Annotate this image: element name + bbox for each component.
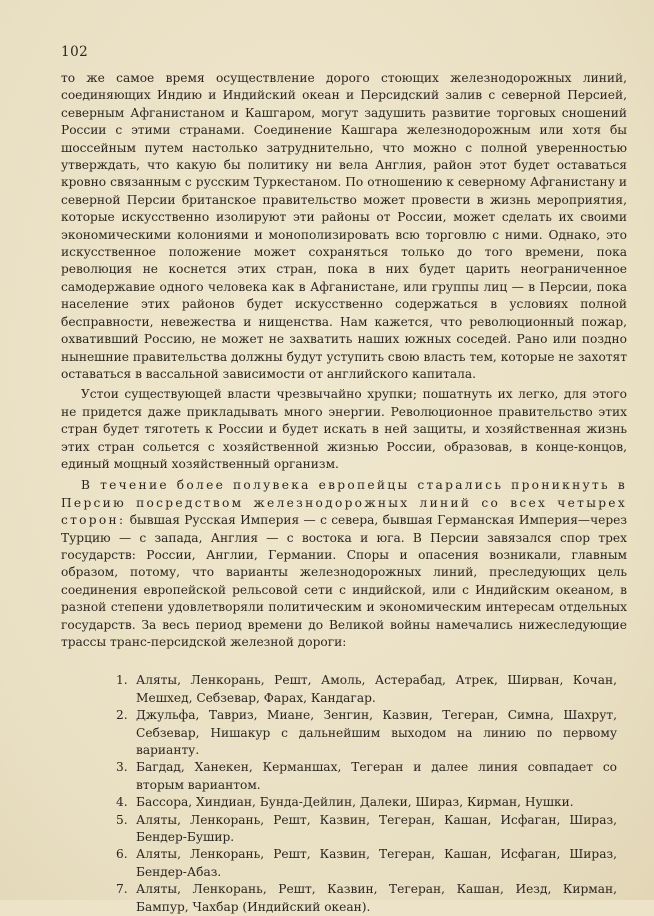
list-item	[116, 881, 617, 916]
list-item	[116, 759, 617, 794]
list-item-number: 2.	[116, 708, 128, 723]
list-item	[116, 812, 617, 847]
list-item-text: Аляты, Ленкорань, Решт, Казвин, Тегеран, Кашан, Исфаган, Шираз, Бендер-Бушир.	[136, 812, 617, 845]
paragraph-1: то же самое время осуществление дорого стоющих железнодорожных линий, соединяющих Индию и Индийский океан и Персидский залив с северной Персией, северным Афганистаном и Кашгаром, могут задушить развитие торговых сношений России с этими странами. Соединение Кашгара железнодорожным или хотя бы шоссейным путем настолько затруднительно, что можно с полной уверенностью утверждать, что какую бы политику ни вела Англия, район этот будет оставаться кровно связанным с русским Туркестаном. По отношению к северному Афганистану и северной Персии британское правительство может провести в жизнь мероприятия, которые искусственно изолируют эти районы от России, может сделать их своими экономическими колониями и монополизировать всю торговлю с ними. Однако, это искусственное положение может сохраняться только до того времени, пока революция не коснется этих стран, пока в них будет царить неограниченное самодержавие одного человека как в Афганистане, или группы лиц — в Персии, пока население этих районов будет искусственно содержаться в условиях полной бесправности, невежества и нищенства. Нам кажется, что революционный пожар, охвативший Россию, не может не захватить наших южных соседей. Рано или поздно нынешние правительства должны будут уступить свою власть тем, которые не захотят оставаться в вассальной зависимости от английского капитала.	[61, 71, 627, 381]
railway-routes-list	[61, 672, 627, 916]
list-item-number: 6.	[116, 847, 128, 862]
list-item	[116, 672, 617, 707]
list-item-text: Аляты, Ленкорань, Решт, Казвин, Тегеран, Кашан, Исфаган, Шираз, Бендер-Абаз.	[136, 847, 617, 879]
list-item-number: 7.	[116, 882, 128, 897]
paragraph-3-text: бывшая Русская Империя — с севера, бывшая Германская Империя—через Турцию — с запада, Англия — с востока и юга. В Персии завязался спор трех государств: России, Англии, Германии. Споры и опасения возникали, главным образом, потому, что варианты железнодорожных линий, преследующих цель соединения европейской рельсовой сети с индийской, или с Индийским океаном, в разной степени удовлетворяли политическим и экономическим интересам отдельных государств. За весь период времени до Великой войны намечались нижеследующие трассы транс-персидской железной дороги:	[61, 513, 627, 649]
list-item	[116, 707, 617, 759]
list-item-number: 4.	[116, 795, 128, 810]
list-item	[116, 794, 617, 811]
paragraph-3	[61, 477, 627, 651]
list-item	[116, 846, 617, 881]
list-item-text: Аляты, Ленкорань, Решт, Амоль, Астерабад, Атрек, Ширван, Кочан, Мешхед, Себзевар, Фарах, Кандагар.	[136, 673, 617, 705]
list-item-text: Джульфа, Тавриз, Миане, Зенгин, Казвин, Тегеран, Симна, Шахрут, Себзевар, Нишакур с дальнейшим выходом на линию по первому варианту.	[136, 708, 617, 758]
list-item-number: 3.	[116, 760, 128, 775]
list-item-number: 1.	[116, 673, 128, 688]
paragraph-2: Устои существующей власти чрезвычайно хрупки; пошатнуть их легко, для этого не придется даже прикладывать много энергии. Революционное правительство этих стран будет тяготеть к России и будет искать в ней защиты, и хозяйственная жизнь этих стран сольется с хозяйственной жизнью России, образовав, в конце-концов, единый мощный хозяйственный организм.	[61, 387, 627, 471]
list-item-text: Багдад, Ханекен, Керманшах, Тегеран и далее линия совпадает со вторым вариантом.	[136, 760, 617, 792]
paragraph-3-emphasis: В течение более полувека европейцы старались проникнуть в Персию посредством железнодорожных линий со всех четырех сторон:	[61, 478, 627, 528]
page-number: 102	[61, 44, 89, 60]
list-item-number: 5.	[116, 812, 128, 827]
page-body	[61, 70, 627, 916]
list-item-text: Бассора, Хиндиан, Бунда-Дейлин, Далеки, Шираз, Кирман, Нушки.	[136, 795, 574, 810]
list-item-text: Аляты, Ленкорань, Решт, Казвин, Тегеран, Кашан, Иезд, Кирман, Бампур, Чахбар (Индийский океан).	[136, 882, 617, 914]
